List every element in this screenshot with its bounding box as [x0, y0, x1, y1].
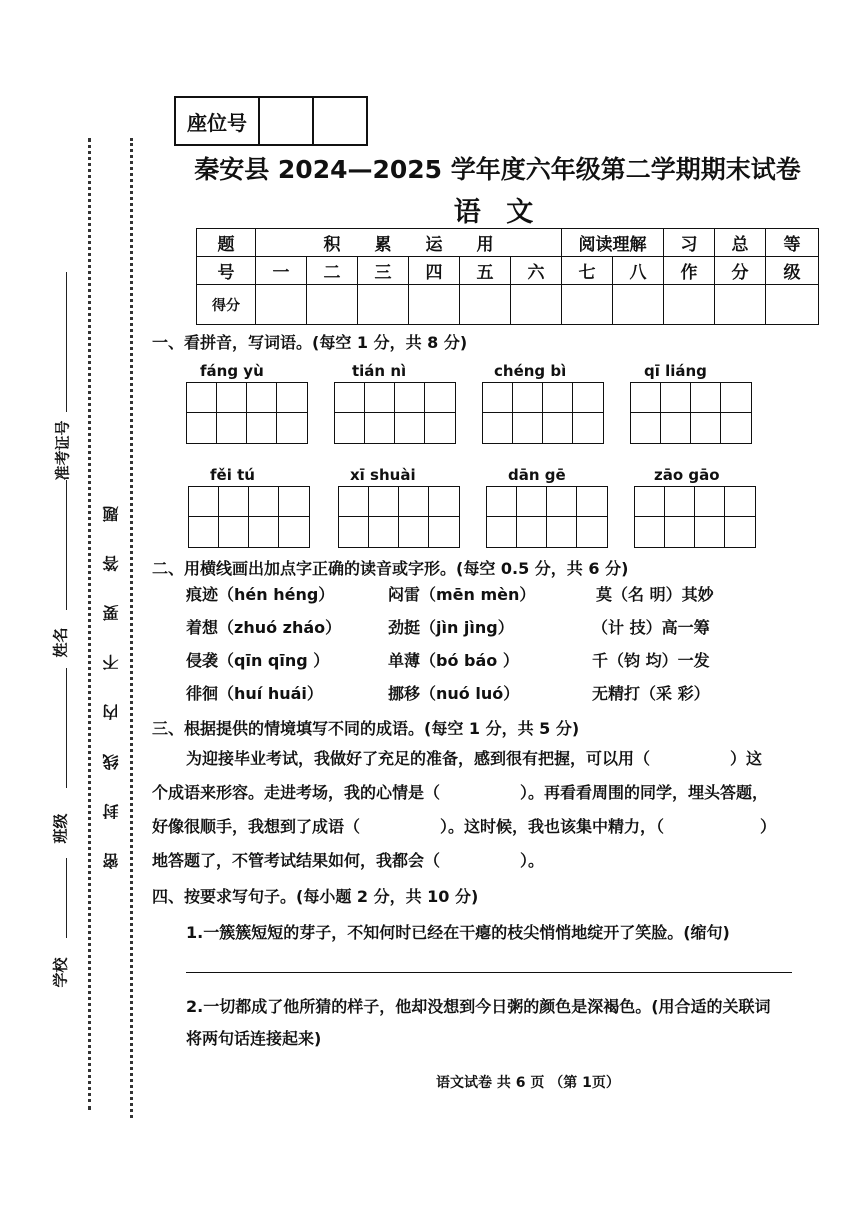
- section3-line-2: 个成语来形容。走进考场，我的心情是（ ）。再看看周围的同学，埋头答题，: [152, 783, 769, 802]
- score-cell-5[interactable]: [460, 285, 511, 325]
- pinyin-3: chéng bì: [494, 362, 567, 380]
- xingming-label: 姓名: [51, 627, 70, 658]
- pinyin-5: fěi tú: [210, 466, 255, 484]
- col-num-7: 七: [562, 257, 613, 285]
- header-deng: 等: [766, 229, 819, 257]
- section1-heading: 一、看拼音，写词语。(每空 1 分，共 8 分): [152, 333, 468, 352]
- pinyin-4: qī liáng: [644, 362, 707, 380]
- xuexiao-label: 学校: [51, 957, 70, 988]
- section4-heading: 四、按要求写句子。(每小题 2 分，共 10 分): [152, 887, 479, 906]
- header-zong: 总: [715, 229, 766, 257]
- score-cell-1[interactable]: [256, 285, 307, 325]
- q2-item-6: （计 技）高一筹: [592, 618, 710, 637]
- header-hao: 号: [197, 257, 256, 285]
- header-zuo: 作: [664, 257, 715, 285]
- seat-number-label: 座位号: [176, 98, 260, 144]
- binding-dotted-line-right: [130, 138, 133, 1118]
- zhunkao-label: 准考证号: [53, 420, 72, 481]
- pinyin-2: tián nì: [352, 362, 407, 380]
- section4-question-2-line-2: 将两句话连接起来): [186, 1029, 322, 1048]
- col-num-5: 五: [460, 257, 511, 285]
- binding-warning-text: 密 封 线 内 不 要 答 题: [102, 492, 121, 869]
- write-grid-3[interactable]: [482, 382, 604, 444]
- score-table: [196, 228, 819, 325]
- score-cell-4[interactable]: [409, 285, 460, 325]
- q2-item-1: 痕迹（hén héng）: [186, 585, 335, 604]
- col-num-1: 一: [256, 257, 307, 285]
- score-cell-8[interactable]: [613, 285, 664, 325]
- section3-heading: 三、根据提供的情境填写不同的成语。(每空 1 分，共 5 分): [152, 719, 580, 738]
- seat-number-box: [174, 96, 368, 146]
- score-cell-3[interactable]: [358, 285, 409, 325]
- subject-title: 语 文: [453, 197, 542, 228]
- header-ji: 级: [766, 257, 819, 285]
- header-xi: 习: [664, 229, 715, 257]
- zhunkao-underline: [66, 272, 67, 412]
- q2-item-5: 劲挺（jìn jìng）: [388, 618, 514, 637]
- q2-item-7: 侵袭（qīn qīng ）: [186, 651, 330, 670]
- score-cell-xizuo[interactable]: [664, 285, 715, 325]
- score-cell-dengji[interactable]: [766, 285, 819, 325]
- zhunkao-number-line: [66, 480, 67, 610]
- section2-heading: 二、用横线画出加点字正确的读音或字形。(每空 0.5 分，共 6 分): [152, 559, 629, 578]
- q2-item-8: 单薄（bó báo ）: [388, 651, 519, 670]
- score-cell-6[interactable]: [511, 285, 562, 325]
- section3-line-4: 地答题了，不管考试结果如何，我都会（ ）。: [152, 851, 545, 870]
- seat-number-cell-2[interactable]: [314, 98, 366, 144]
- q2-item-4: 着想（zhuó zháo）: [186, 618, 342, 637]
- header-jilei-yunyong: 积 累 运 用: [256, 229, 562, 257]
- write-grid-7[interactable]: [486, 486, 608, 548]
- write-grid-5[interactable]: [188, 486, 310, 548]
- col-num-3: 三: [358, 257, 409, 285]
- q2-item-11: 挪移（nuó luó）: [388, 684, 520, 703]
- score-cell-zongfen[interactable]: [715, 285, 766, 325]
- q2-item-3: 莫（名 明）其妙: [596, 585, 714, 604]
- q2-item-10: 徘徊（huí huái）: [186, 684, 323, 703]
- col-num-6: 六: [511, 257, 562, 285]
- score-cell-7[interactable]: [562, 285, 613, 325]
- page-footer: 语文试卷 共 6 页 （第 1页）: [436, 1075, 620, 1091]
- pinyin-6: xī shuài: [350, 466, 416, 484]
- q2-item-12: 无精打（采 彩）: [592, 684, 710, 703]
- header-yuedu-lijie: 阅读理解: [562, 229, 664, 257]
- col-num-4: 四: [409, 257, 460, 285]
- q2-item-2: 闷雷（mēn mèn）: [388, 585, 536, 604]
- answer-line-1[interactable]: [186, 972, 792, 973]
- header-ti: 题: [197, 229, 256, 257]
- write-grid-2[interactable]: [334, 382, 456, 444]
- write-grid-6[interactable]: [338, 486, 460, 548]
- score-cell-2[interactable]: [307, 285, 358, 325]
- pinyin-8: zāo gāo: [654, 466, 720, 484]
- q2-item-9: 千（钧 均）一发: [592, 651, 710, 670]
- seat-number-cell-1[interactable]: [260, 98, 314, 144]
- header-fen: 分: [715, 257, 766, 285]
- xingming-underline: [66, 668, 67, 788]
- col-num-8: 八: [613, 257, 664, 285]
- pinyin-7: dān gē: [508, 466, 566, 484]
- banji-label: 班级: [51, 813, 70, 844]
- write-grid-1[interactable]: [186, 382, 308, 444]
- section3-line-1: 为迎接毕业考试，我做好了充足的准备，感到很有把握，可以用（ ）这: [186, 749, 763, 768]
- section4-question-2-line-1: 2.一切都成了他所猜的样子，他却没想到今日粥的颜色是深褐色。(用合适的关联词: [186, 997, 771, 1016]
- col-num-2: 二: [307, 257, 358, 285]
- banji-underline: [66, 858, 67, 938]
- section4-question-1: 1.一簇簇短短的芽子，不知何时已经在干瘪的枝尖悄悄地绽开了笑脸。(缩句): [186, 923, 730, 942]
- binding-dotted-line-left: [88, 138, 91, 1110]
- pinyin-1: fáng yù: [200, 362, 264, 380]
- exam-title: 秦安县 2024—2025 学年度六年级第二学期期末试卷: [194, 155, 801, 184]
- score-row-label: 得分: [197, 285, 256, 325]
- write-grid-8[interactable]: [634, 486, 756, 548]
- write-grid-4[interactable]: [630, 382, 752, 444]
- section3-line-3: 好像很顺手，我想到了成语（ ）。这时候，我也该集中精力，（ ）: [152, 817, 777, 836]
